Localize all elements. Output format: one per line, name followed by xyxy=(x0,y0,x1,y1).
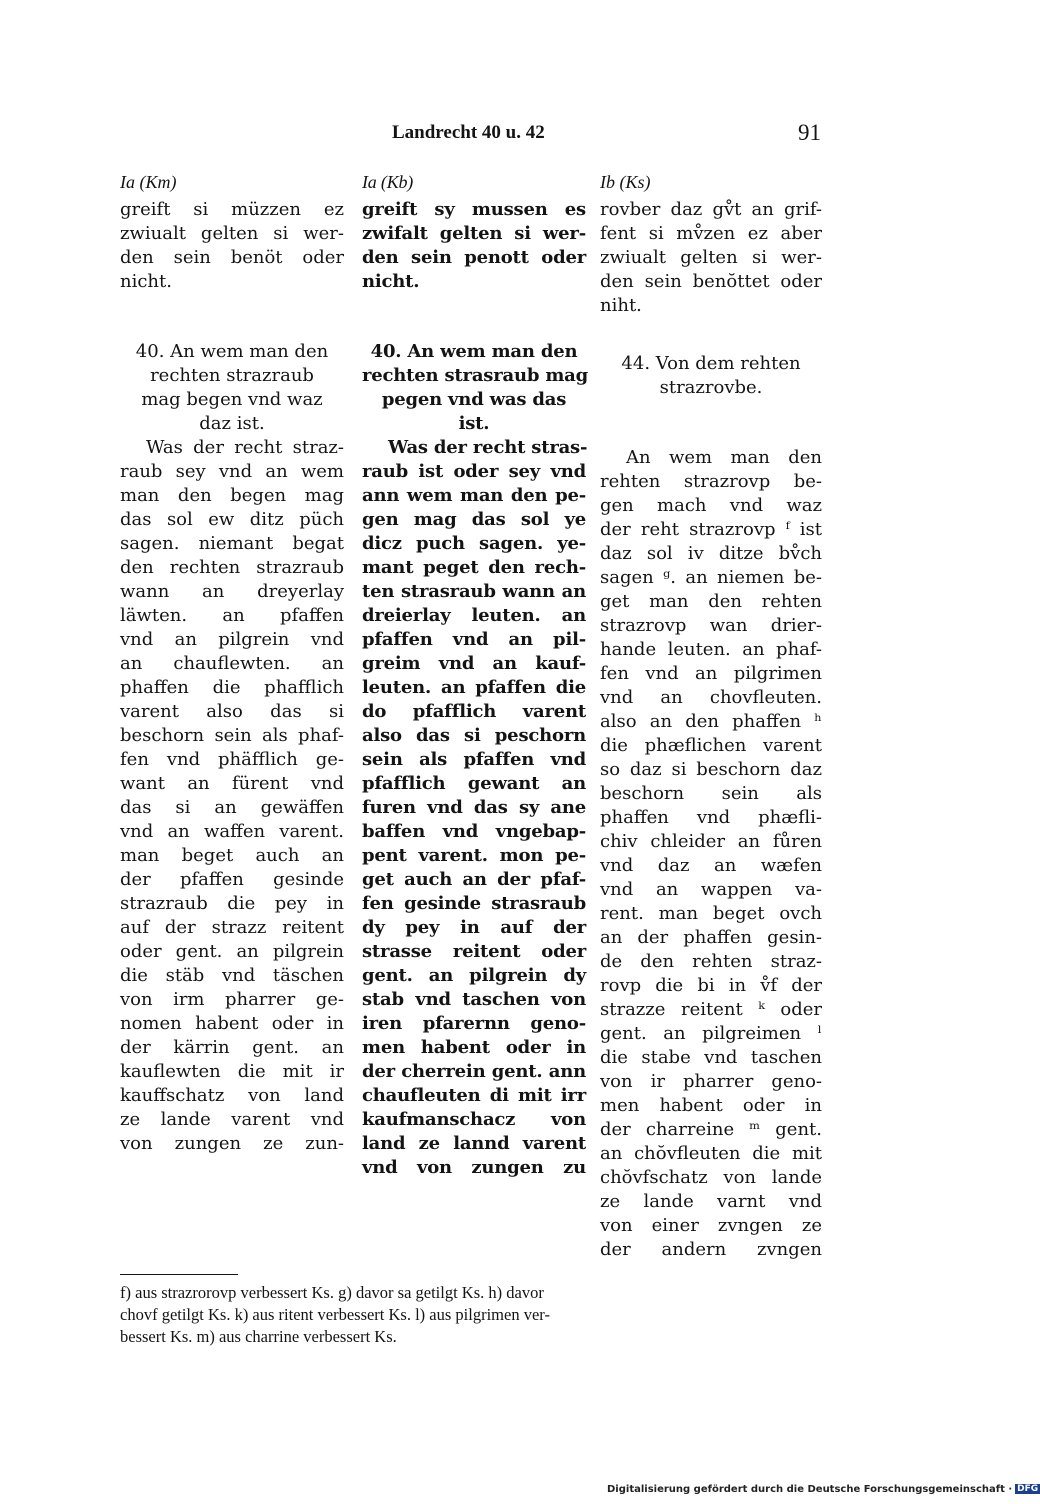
text-line: men habent oder in xyxy=(600,1095,822,1116)
text-line: den sein penott oder xyxy=(362,247,586,268)
chapter-heading xyxy=(362,340,589,436)
text-line: strazrovp wan drier- xyxy=(600,615,822,636)
column-kb xyxy=(362,170,589,1180)
text-line: der kärrin gent. an xyxy=(120,1037,344,1058)
text-line: mant peget den rech- xyxy=(362,557,586,578)
text-line: man beget auch an xyxy=(120,845,344,866)
text-line: das sol ew ditz püch xyxy=(120,509,344,530)
page-header xyxy=(0,122,1000,152)
text-line: phaffen die phafflich xyxy=(120,677,344,698)
text-line: pfaffen vnd an pil- xyxy=(362,629,586,650)
text-line: den rechten strazraub xyxy=(120,557,344,578)
text-line: strasse reitent oder xyxy=(362,941,586,962)
text-line: von einer zvngen ze xyxy=(600,1215,822,1236)
text-line: den sein benŏttet oder xyxy=(600,271,822,292)
text-line: greim vnd an kauf- xyxy=(362,653,586,674)
text-line: das si an gewäffen xyxy=(120,797,344,818)
text-line: iren pfarernn geno- xyxy=(362,1013,586,1034)
heading-line: ist. xyxy=(458,413,490,434)
text-line: nomen habent oder in xyxy=(120,1013,344,1034)
credit-text: Digitalisierung gefördert durch die Deutsche Forschungsgemeinschaft · xyxy=(607,1484,1013,1495)
text-line: rovber daz gv̊t an grif- xyxy=(600,199,822,220)
text-line: fen vnd an pilgrimen xyxy=(600,663,822,684)
footnote-line: bessert Ks. m) aus charrine verbessert Ks. xyxy=(120,1327,397,1346)
text-line: der pfaffen gesinde xyxy=(120,869,344,890)
text-line: vnd an pilgrein vnd xyxy=(120,629,344,650)
text-line: niht. xyxy=(600,295,642,316)
dfg-logo: DFG xyxy=(1017,1484,1039,1494)
footnote-line: chovf getilgt Ks. k) aus ritent verbessert Ks. l) aus pilgrimen ver- xyxy=(120,1305,550,1324)
heading-line: rechten strasraub mag xyxy=(362,365,589,386)
text-line: vnd daz an wæfen xyxy=(600,855,822,876)
text-line: dicz puch sagen. ye- xyxy=(362,533,586,554)
text-line: raub sey vnd an wem xyxy=(120,461,344,482)
text-line: sagen ᵍ. an niemen be- xyxy=(600,567,822,588)
chapter-body xyxy=(120,436,344,1156)
text-line: zwiualt gelten si wer- xyxy=(120,223,344,244)
text-line: get auch an der pfaf- xyxy=(362,869,586,890)
text-line: also an den phaffen ʰ xyxy=(600,711,822,732)
text-line: an der phaffen gesin- xyxy=(600,927,822,948)
text-line: stab vnd taschen von xyxy=(362,989,586,1010)
heading-line: strazrovbe. xyxy=(659,377,763,398)
text-line: pfafflich gewant an xyxy=(362,773,586,794)
text-line: man den begen mag xyxy=(120,485,344,506)
column-km xyxy=(120,170,344,1156)
text-line: dy pey in auf der xyxy=(362,917,586,938)
text-line: so daz si beschorn daz xyxy=(600,759,822,780)
text-line: vnd an chovfleuten. xyxy=(600,687,822,708)
text-line: varent also das si xyxy=(120,701,344,722)
text-line: raub ist oder sey vnd xyxy=(362,461,586,482)
chapter-body xyxy=(600,446,822,1262)
text-line: want an fürent vnd xyxy=(120,773,344,794)
text-line: dreierlay leuten. an xyxy=(362,605,586,626)
text-line: men habent oder in xyxy=(362,1037,586,1058)
text-line: An wem man den xyxy=(626,447,822,468)
manuscript-siglum: Ia (Kb) xyxy=(362,172,414,192)
text-line: leuten. an pfaffen die xyxy=(362,677,586,698)
text-line: von ir pharrer geno- xyxy=(600,1071,822,1092)
text-line: die phæflichen varent xyxy=(600,735,822,756)
heading-line: mag begen vnd waz xyxy=(141,389,323,410)
text-line: ze lande varent vnd xyxy=(120,1109,344,1130)
text-line: zwiualt gelten si wer- xyxy=(600,247,822,268)
text-line: an chauflewten. an xyxy=(120,653,344,674)
text-line: die stäb vnd täschen xyxy=(120,965,344,986)
text-line: pent varent. mon pe- xyxy=(362,845,586,866)
text-line: oder gent. an pilgrein xyxy=(120,941,344,962)
text-line: de den rehten straz- xyxy=(600,951,822,972)
text-line: der cherrein gent. ann xyxy=(362,1061,586,1082)
digitization-credit xyxy=(607,1484,1040,1495)
text-line: sagen. niemant begat xyxy=(120,533,344,554)
text-line: der andern zvngen xyxy=(600,1239,822,1260)
text-line: der charreine ᵐ gent. xyxy=(600,1119,822,1140)
text-line: vnd an waffen varent. xyxy=(120,821,344,842)
text-line: greift si müzzen ez xyxy=(120,199,344,220)
text-line: die stabe vnd taschen xyxy=(600,1047,822,1068)
text-line: ann wem man den pe- xyxy=(362,485,586,506)
text-line: greift sy mussen es xyxy=(362,199,586,220)
text-line: strazze reitent ᵏ oder xyxy=(600,999,822,1020)
text-line: sein als pfaffen vnd xyxy=(362,749,586,770)
heading-line: 40. An wem man den xyxy=(135,341,329,362)
text-line: fen vnd phäfflich ge- xyxy=(120,749,344,770)
footnote-divider xyxy=(120,1274,238,1275)
text-line: nicht. xyxy=(120,271,172,292)
text-line: kauflewten die mit ir xyxy=(120,1061,344,1082)
text-line: kauffschatz von land xyxy=(120,1085,344,1106)
text-line: nicht. xyxy=(362,271,420,292)
chapter-heading xyxy=(600,352,822,400)
manuscript-siglum: Ia (Km) xyxy=(120,172,177,192)
heading-line: rechten strazraub xyxy=(150,365,314,386)
text-line: rehten strazrovp be- xyxy=(600,471,822,492)
text-line: ze lande varnt vnd xyxy=(600,1191,822,1212)
text-line: get man den rehten xyxy=(600,591,822,612)
manuscript-siglum: Ib (Ks) xyxy=(600,172,651,192)
footnotes xyxy=(120,1282,824,1348)
text-line: gent. an pilgrein dy xyxy=(362,965,586,986)
text-line: hande leuten. an phaf- xyxy=(600,639,822,660)
text-line: fen gesinde strasraub xyxy=(362,893,586,914)
footnote-line: f) aus strazrorovp verbessert Ks. g) davor sa getilgt Ks. h) davor xyxy=(120,1283,544,1302)
text-line: land ze lannd varent xyxy=(362,1133,586,1154)
heading-line: 40. An wem man den xyxy=(370,341,578,362)
text-line: chiv chleider an fůren xyxy=(600,831,822,852)
text-line: den sein benöt oder xyxy=(120,247,344,268)
text-line: furen vnd das sy ane xyxy=(362,797,586,818)
column-ks xyxy=(600,170,822,1262)
text-line: strazraub die pey in xyxy=(120,893,344,914)
text-line: gen mach vnd waz xyxy=(600,495,822,516)
text-line: gen mag das sol ye xyxy=(362,509,586,530)
text-line: Was der recht straz- xyxy=(146,437,344,458)
text-line: Was der recht stras- xyxy=(388,437,588,458)
heading-line: daz ist. xyxy=(199,413,265,434)
chapter-body xyxy=(362,436,586,1180)
text-line: der reht strazrovp ᶠ ist xyxy=(600,519,822,540)
chapter-heading xyxy=(120,340,344,436)
text-line: an chŏvfleuten die mit xyxy=(600,1143,822,1164)
text-line: chŏvfschatz von lande xyxy=(600,1167,822,1188)
page-number: 91 xyxy=(798,120,821,145)
text-line: von zungen ze zun- xyxy=(120,1133,344,1154)
text-line: daz sol iv ditze bv̊ch xyxy=(600,543,822,564)
text-line: rovp die bi in v̊f der xyxy=(600,975,822,996)
text-line: fent si mv̊zen ez aber xyxy=(600,223,822,244)
text-line: also das si peschorn xyxy=(362,725,586,746)
text-line: beschorn sein als xyxy=(600,783,822,804)
text-line: ten strasraub wann an xyxy=(362,581,586,602)
text-line: läwten. an pfaffen xyxy=(120,605,344,626)
heading-line: pegen vnd was das xyxy=(381,389,567,410)
text-line: wann an dreyerlay xyxy=(120,581,344,602)
text-line: vnd an wappen va- xyxy=(600,879,822,900)
text-line: von irm pharrer ge- xyxy=(120,989,344,1010)
text-line: vnd von zungen zu xyxy=(362,1157,586,1178)
text-line: rent. man beget ovch xyxy=(600,903,822,924)
text-line: beschorn sein als phaf- xyxy=(120,725,344,746)
heading-line: 44. Von dem rehten xyxy=(621,353,801,374)
text-line: kaufmanschacz von xyxy=(362,1109,586,1130)
running-title: Landrecht 40 u. 42 xyxy=(392,122,545,143)
text-line: phaffen vnd phæfli- xyxy=(600,807,822,828)
text-line: baffen vnd vngebap- xyxy=(362,821,586,842)
text-line: zwifalt gelten si wer- xyxy=(362,223,586,244)
text-line: chaufleuten di mit irr xyxy=(362,1085,586,1106)
text-line: gent. an pilgreimen ˡ xyxy=(600,1023,822,1044)
text-line: do pfafflich varent xyxy=(362,701,586,722)
text-line: auf der strazz reitent xyxy=(120,917,344,938)
